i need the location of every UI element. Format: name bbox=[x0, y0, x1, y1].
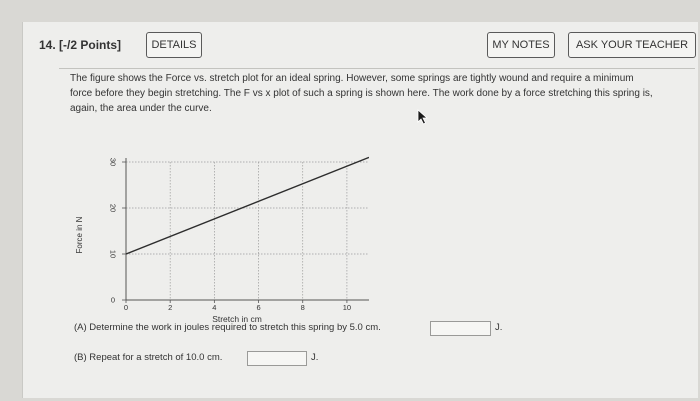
x-tick-label-2: 2 bbox=[168, 303, 173, 312]
force-line-series-0 bbox=[126, 157, 369, 254]
question-number: 14. [-/2 Points] bbox=[39, 38, 122, 52]
question-card bbox=[22, 22, 698, 398]
y-tick-label-10: 10 bbox=[108, 249, 118, 259]
part-a-unit: J. bbox=[495, 322, 503, 333]
part-a-answer-input[interactable] bbox=[430, 321, 491, 336]
y-tick-label-20: 20 bbox=[108, 203, 118, 213]
x-axis-label: Stretch in cm bbox=[212, 314, 262, 324]
y-axis-label: Force in N bbox=[75, 216, 84, 254]
question-header bbox=[23, 22, 698, 68]
points-label: [-/2 Points] bbox=[59, 38, 122, 52]
force-stretch-chart bbox=[69, 140, 369, 330]
part-b-unit: J. bbox=[311, 352, 319, 363]
details-button[interactable]: DETAILS bbox=[146, 32, 202, 58]
x-tick-label-6: 6 bbox=[256, 303, 261, 312]
my-notes-button[interactable]: MY NOTES bbox=[487, 32, 555, 58]
chart-ticks bbox=[109, 158, 352, 312]
chart-series bbox=[126, 157, 369, 254]
x-tick-label-0: 0 bbox=[123, 303, 129, 312]
ask-teacher-button[interactable]: ASK YOUR TEACHER bbox=[568, 32, 696, 58]
x-tick-label-4: 4 bbox=[212, 303, 217, 312]
question-prompt: The figure shows the Force vs. stretch plot for an ideal spring. However, some springs are tightly wound and require a minimum force before they begin stretching. The F vs x plot of such a spring is shown here. The work done by a force stretching this spring is, again, the area under the curve. bbox=[70, 73, 653, 114]
part-b-question: (B) Repeat for a stretch of 10.0 cm. bbox=[74, 352, 223, 363]
y-tick-label-0: 0 bbox=[110, 295, 116, 305]
mouse-pointer-icon bbox=[416, 109, 430, 125]
y-tick-label-30: 30 bbox=[108, 157, 118, 167]
x-tick-label-10: 10 bbox=[342, 303, 352, 312]
header-divider bbox=[59, 68, 695, 69]
part-b-answer-input[interactable] bbox=[247, 351, 307, 366]
x-tick-label-8: 8 bbox=[300, 303, 305, 312]
chart-axes bbox=[126, 158, 369, 300]
part-a-question: (A) Determine the work in joules required to stretch this spring by 5.0 cm. bbox=[74, 322, 381, 333]
chart-grid bbox=[126, 162, 369, 300]
